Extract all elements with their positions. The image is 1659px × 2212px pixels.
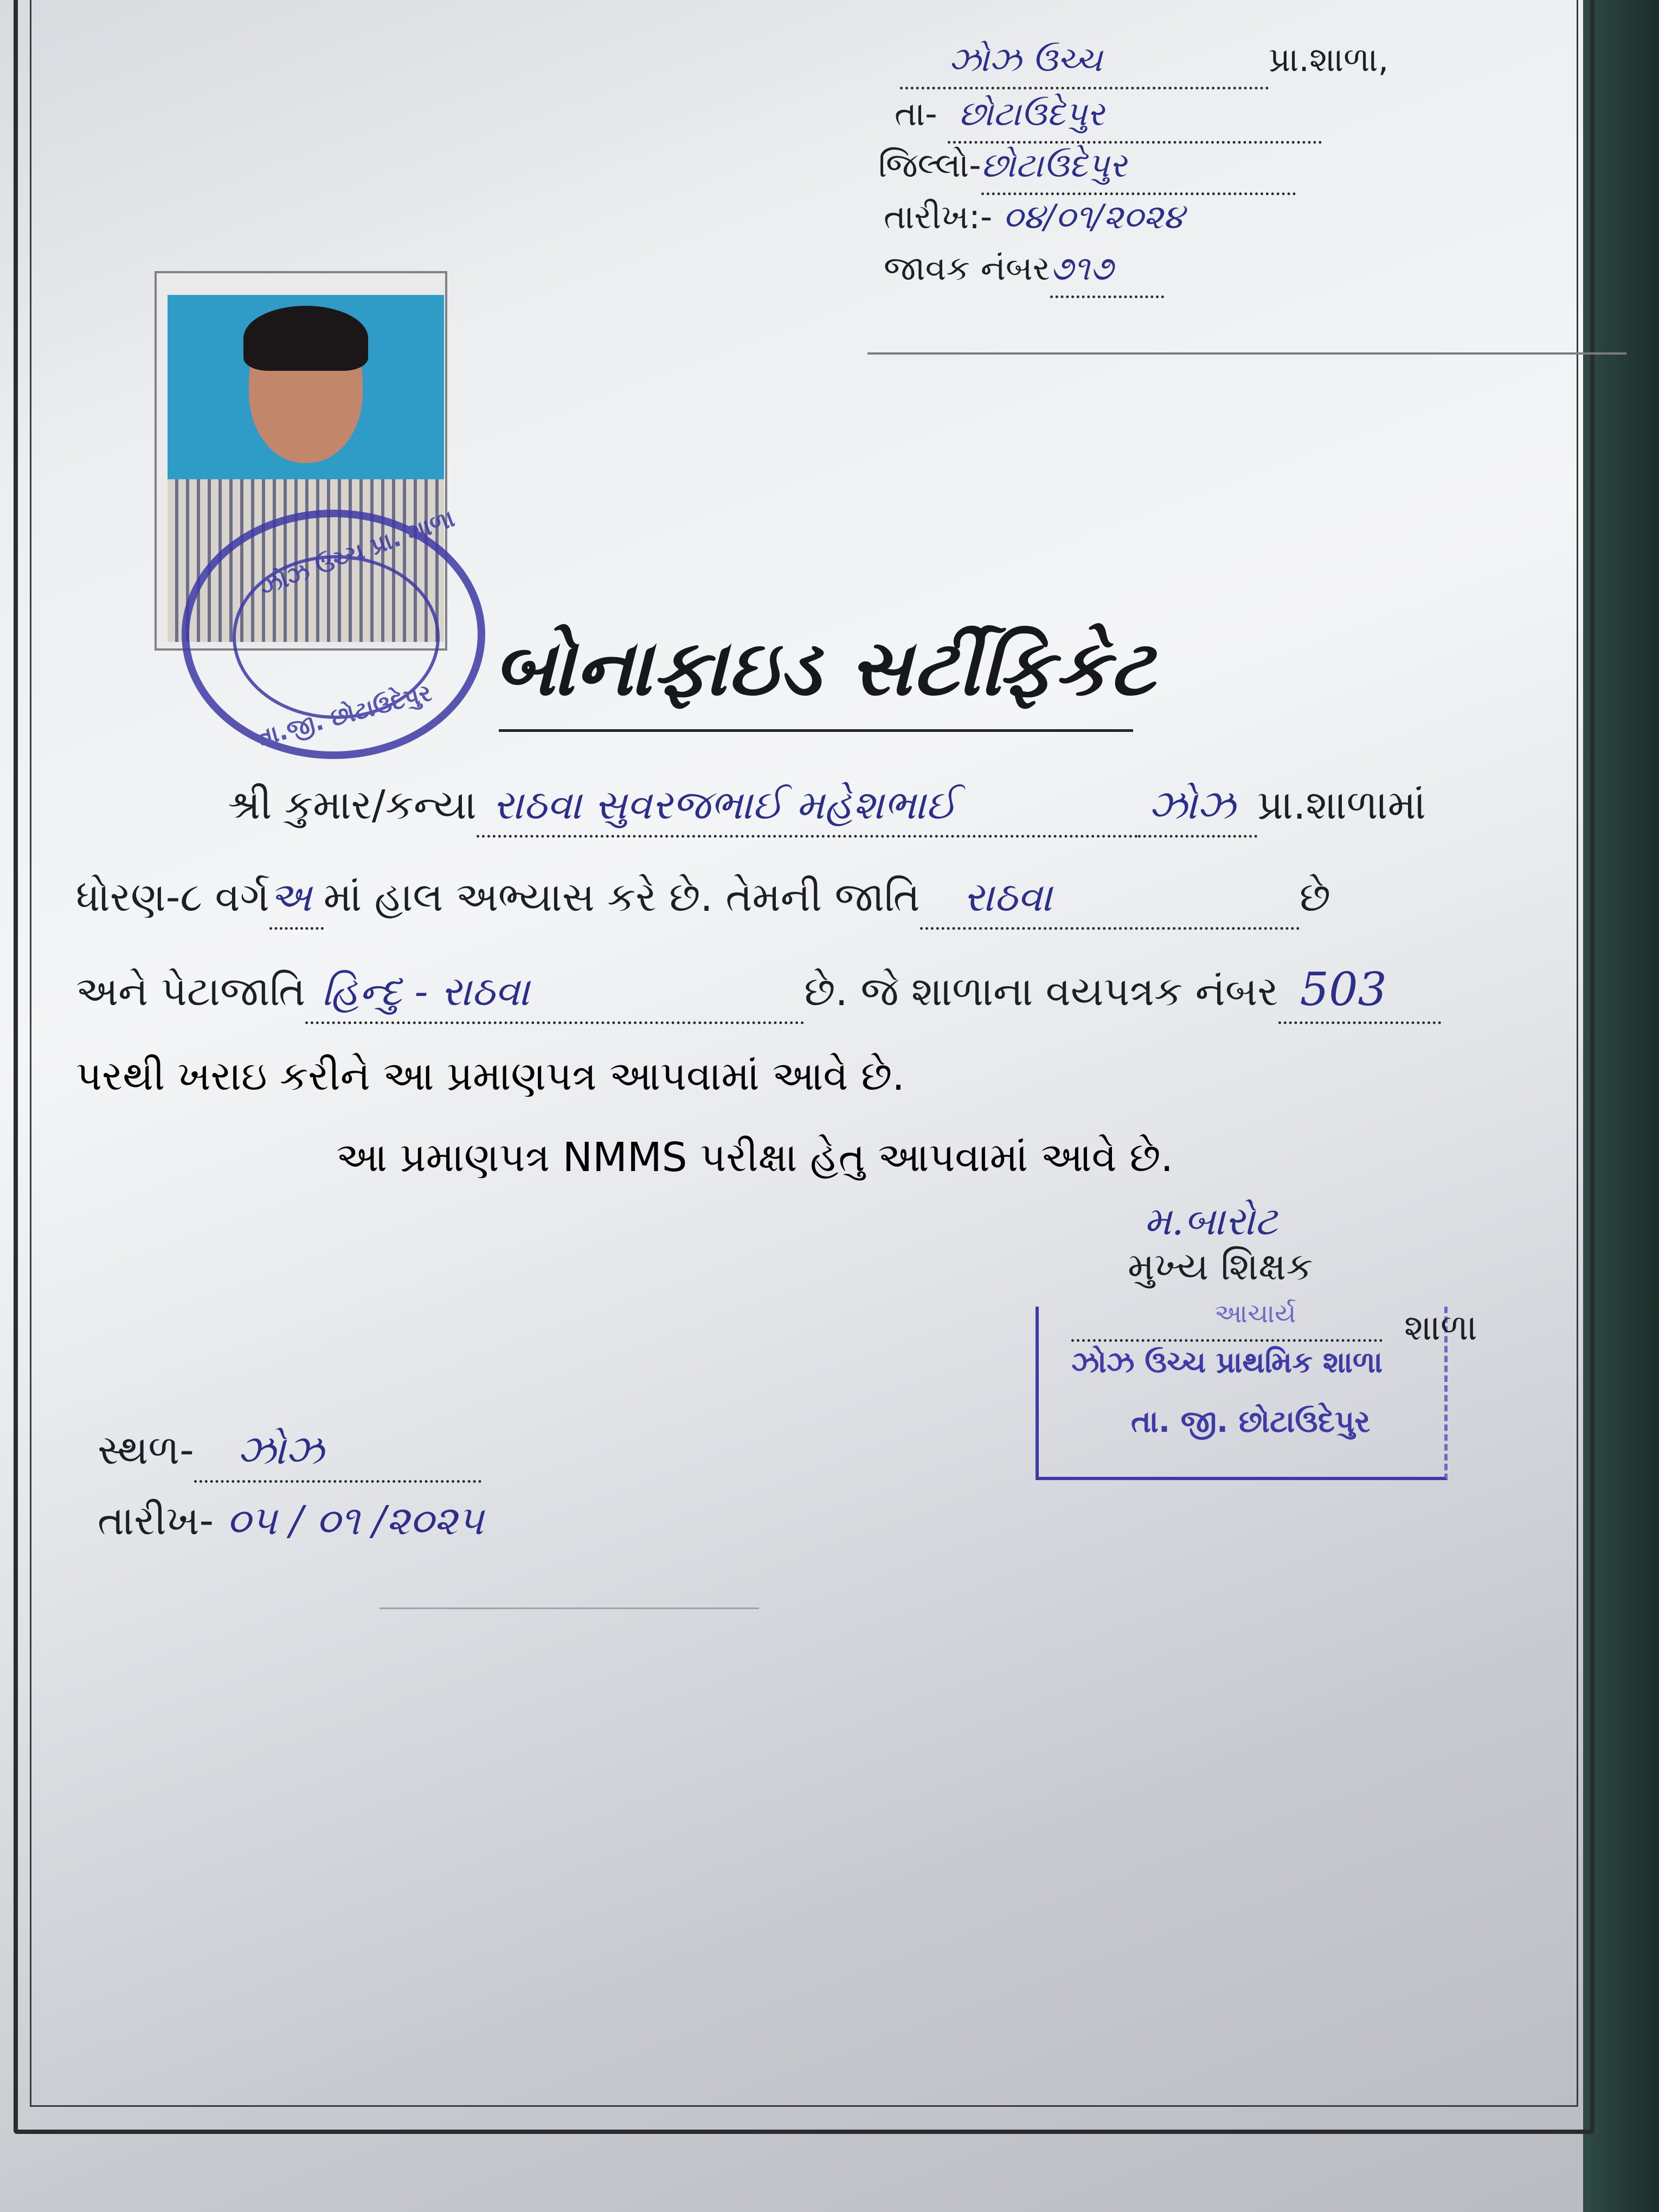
stamp-school-name: ઝોઝ ઉચ્ચ પ્રાથમિક શાળા [1071,1339,1382,1380]
header-taluka-line [895,87,1322,144]
body-line-1 [228,775,1426,838]
date-handwritten: ૦૪/૦૧/૨૦૨૪ [1003,197,1184,236]
line1-school: ઝોઝ [1148,782,1236,828]
district-handwritten: છોટાઉદેપુર [981,145,1127,185]
outward-handwritten: ૭૧૭ [1050,248,1114,288]
principal-stamp-text: આચાર્ય [1214,1298,1296,1329]
title-underline [499,729,1133,732]
header-district-line [878,138,1296,195]
school-word: શાળા [1404,1307,1477,1348]
place-line [98,1420,481,1483]
outward-label: જાવક નંબર [884,248,1050,288]
body-line-3 [76,960,1441,1024]
sub-caste: હિન્દુ - રાઠવા [321,968,530,1015]
district-label: જિલ્લો- [878,145,981,185]
footer-date-line [98,1491,484,1551]
class-division: અ [269,874,312,921]
school-rect-stamp [1036,1307,1448,1480]
line1-prefix: શ્રી કુમાર/કન્યા [228,782,477,828]
stamp-school-place: તા. જી. છોટાઉદેપુર [1131,1404,1371,1439]
fold-line [867,352,1626,355]
background-surface [1583,0,1659,2212]
header-outward-line [884,241,1164,298]
footer-date-handwritten: ૦૫ / ૦૧ /૨૦૨૫ [226,1497,484,1544]
header-date-line [884,190,1184,244]
line2-mid: માં હાલ અભ્યાસ કરે છે. તેમની જાતિ [323,874,920,921]
stamp-bottom-text: તા.જી. છોટાઉદેપુર [254,678,435,753]
header-school-line [900,33,1388,89]
line1-suffix: પ્રા.શાળામાં [1257,782,1426,828]
headmaster-signature: મ.બારોટ [1144,1198,1278,1244]
taluka-handwritten: છોટાઉદેપુર [959,94,1104,133]
place-label: સ્થળ- [98,1427,194,1474]
line3-mid: છે. જે શાળાના વયપત્રક નંબર [804,968,1278,1015]
footer-date-label: તારીખ- [98,1497,214,1544]
body-line-4: પરથી ખરાઇ કરીને આ પ્રમાણપત્ર આપવામાં આવે છે. [76,1053,905,1099]
body-line-5: આ પ્રમાણપત્ર NMMS પરીક્ષા હેતુ આપવામાં આવે છે. [336,1134,1173,1181]
certificate-title: બોનાફાઇડ સર્ટીફિકેટ [493,623,1156,713]
school-round-stamp [182,504,485,759]
school-suffix: પ્રા.શાળા, [1269,40,1389,79]
headmaster-role: મુખ્ય શિક્ષક [1128,1244,1313,1289]
place-handwritten: ઝોઝ [237,1427,324,1474]
line2-suffix: છે [1299,874,1331,921]
line2-prefix: ધોરણ-૮ વર્ગ [76,874,269,921]
line3-prefix: અને પેટાજાતિ [76,968,306,1015]
student-name: રાઠવા સુવરજભાઈ મહેશભાઈ [492,782,957,828]
school-handwritten: ઝોઝ ઉચ્ચ [949,40,1103,79]
stamp-top-text: ઝોઝ ઉચ્ચ પ્રા. શાળા [255,504,459,601]
school-field [900,33,1269,89]
taluka-label: તા- [895,94,937,133]
caste: રાઠવા [963,874,1052,921]
body-line-2 [76,867,1330,930]
faint-line [380,1607,759,1609]
date-label: તારીખ:- [884,197,993,236]
register-number: 503 [1300,963,1387,1016]
